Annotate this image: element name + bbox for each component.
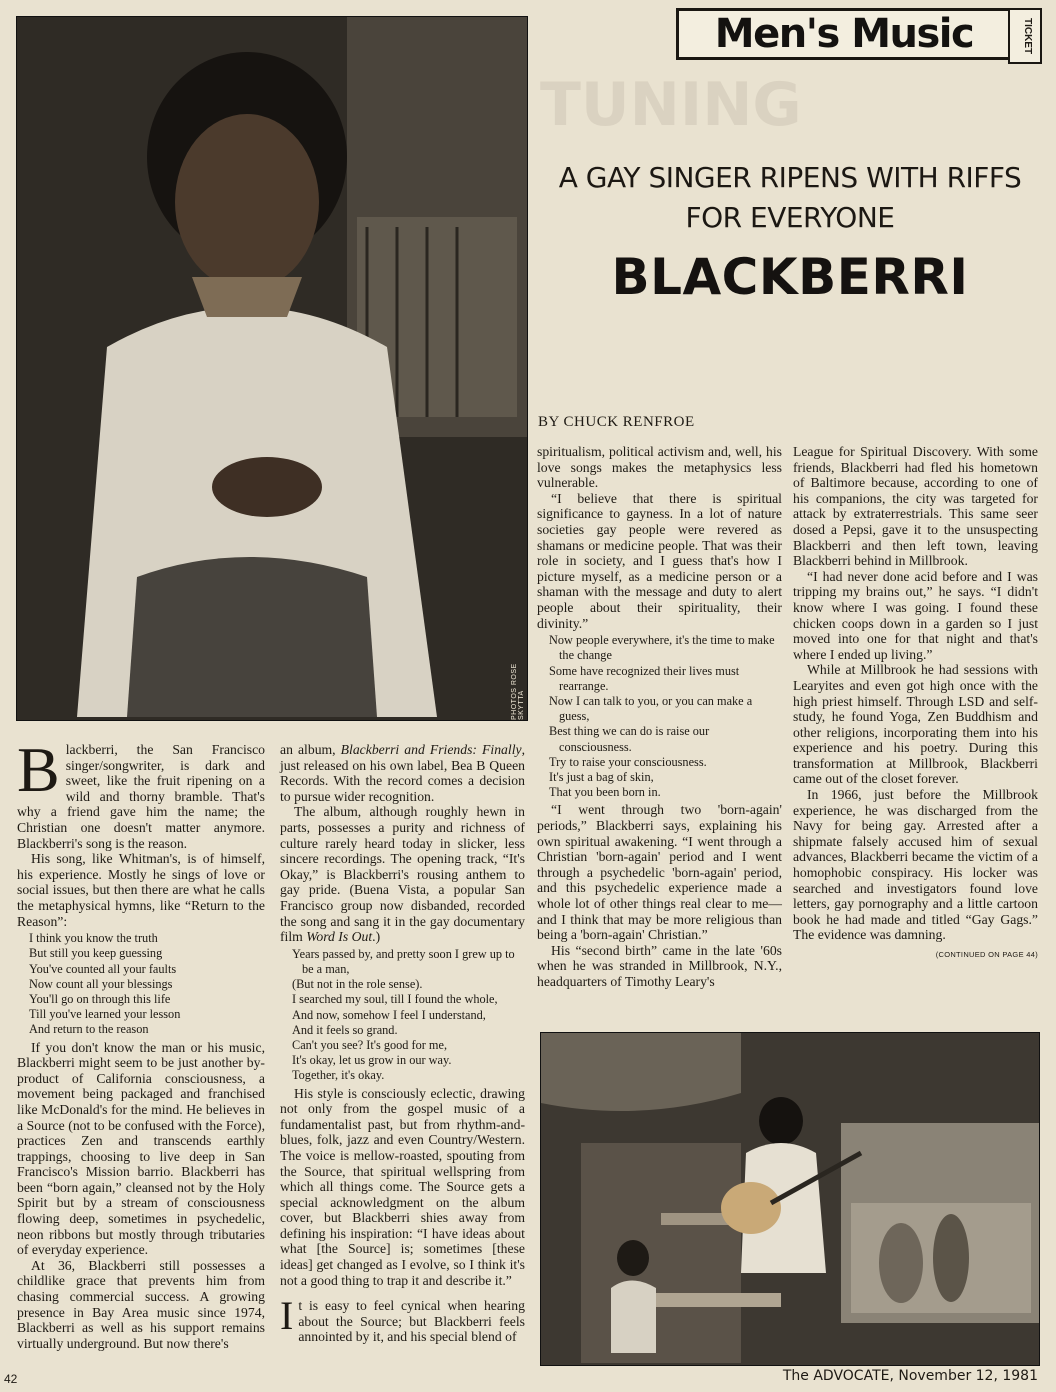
article-paragraph: His “second birth” came in the late '60s when he was stranded in Millbrook, N.Y., headquarters of Timothy Leary's	[537, 942, 782, 989]
lyric-line: Now count all your blessings	[29, 976, 173, 991]
lyric-line: That you been born in.	[549, 785, 661, 800]
drop-cap: B	[17, 734, 60, 805]
section-tag: TICKET	[1008, 8, 1042, 64]
article-column-4	[793, 444, 1038, 963]
article-paragraph: His style is consciously eclectic, drawing not only from the gospel music of a fundamentalist past, but from rhythm-and-blues, folk, jazz and even Country/Western. The voice is mellow-roasted, spouting from the Source, that spiritual wellspring from which all things come. The Source gets a special acknowledgment on the album cover, but Blackberri shies away from defining his inspiration: “I have ideas about what [the Source] is; sometimes [these ideas] get changed as I evolve, so I think it's not a good thing to trap it and describe it.”	[280, 1085, 525, 1288]
article-paragraph: an album, Blackberri and Friends: Finally, just released on his own label, Bea B Queen Records. With the record comes a decision to pursue wider recognition.	[280, 742, 525, 804]
lyric-line: Try to raise your consciousness.	[549, 754, 707, 769]
article-paragraph: The album, although roughly hewn in parts, possesses a purity and richness of culture rarely heard today in slicker, less sincere recordings. The opening track, “It's Okay,” is Blackberri's rousing anthem to gay pride. (Buena Vista, a popular San Francisco group now disbanded, recorded the song and sang it in the gay documentary film Word Is Out.)	[280, 804, 525, 945]
lyric-line: And return to the reason	[29, 1022, 149, 1037]
article-column-2	[280, 742, 525, 1345]
lyric-line: You've counted all your faults	[29, 961, 177, 976]
article-column-1	[17, 734, 265, 1351]
portrait-illustration	[17, 17, 527, 720]
lyric-line: Till you've learned your lesson	[29, 1007, 181, 1022]
portrait-photo	[16, 16, 528, 721]
article-paragraph: At 36, Blackberri still possesses a childlike grace that prevents him from chasing commercial success. A growing presence in Bay Area music since 1974, Blackberri as well as his support remains virtually underground. But now there's	[17, 1257, 265, 1351]
lyric-line: Can't you see? It's good for me,	[292, 1037, 448, 1052]
deck-line-1: A GAY SINGER RIPENS WITH RIFFS	[558, 161, 1022, 194]
lyric-line: Now I can talk to you, or you can make a guess,	[549, 693, 753, 724]
article-paragraph: spiritualism, political activism and, well, his love songs makes the metaphysics less vulnerable.	[537, 444, 782, 491]
article-paragraph: “I believe that there is spiritual significance to gayness. In a lot of nature societies gay people were revered as shamans or medicine people. That was their role in society, and I guess that's how I picture myself, as a medicine person or a shaman with the message and duty to alert people about their spirituality, their divinity.”	[537, 490, 782, 631]
article-column-3	[537, 444, 782, 989]
guitar-scene-illustration	[541, 1033, 1039, 1365]
section-header	[676, 8, 1012, 60]
album-title: Blackberri and Friends: Finally	[340, 742, 522, 757]
lyric-line: I think you know the truth	[29, 931, 158, 946]
article-paragraph: It is easy to feel cynical when hearing about the Source; but Blackberri feels annointed by it, and his special blend of	[280, 1293, 525, 1345]
article-paragraph: In 1966, just before the Millbrook experience, he was discharged from the Navy for being gay. Arrested after a shipmate falsely accused him of sexual advances, Blackberri became the victim of a homophobic conspiracy. His locker was searched and investigators found love letters, gay pornography and a little cartoon book he had made and titled “Gay Gags.” The evidence was damning.	[793, 787, 1038, 943]
publication-footer: The ADVOCATE, November 12, 1981	[782, 1368, 1038, 1384]
lyric-line: It's just a bag of skin,	[549, 769, 654, 784]
lyrics-block	[292, 947, 525, 1084]
headline-deck	[540, 158, 1040, 238]
article-paragraph: League for Spiritual Discovery. With some friends, Blackberri had fled his hometown of Baltimore because, according to one of his companions, the city was targeted for attack by extraterrestrials. This same seer dosed a Pepsi, gave it to the unsuspecting Blackberri and then left town, leaving Blackberri behind in Millbrook.	[793, 444, 1038, 569]
lyric-line: Best thing we can do is raise our consciousness.	[549, 724, 710, 754]
drop-cap: I	[280, 1293, 294, 1339]
article-paragraph: While at Millbrook he had sessions with Learyites and even got high once with the high priest himself. Through LSD and self-study, he found Yoga, Zen Buddhism and other religions, incorporating them into his experience and his poetry. During this transformation at Millbrook, Blackberri came out of the closet forever.	[793, 662, 1038, 787]
article-paragraph: Blackberri, the San Francisco singer/songwriter, is dark and sweet, like the fruit ripening on a wild and thorny bramble. That's why a friend gave him the name; the Christian one doesn't matter anymore. Blackberri's song is the reason.	[17, 734, 265, 851]
lyric-line: But still you keep guessing	[29, 946, 163, 961]
headline: BLACKBERRI	[611, 248, 969, 306]
article-paragraph: If you don't know the man or his music, Blackberri might seem to be just another by-product of California consciousness, a movement being packaged and franchised like McDonald's for the mind. He believes in a Source (not to be confused with the Force), practices Zen and transcends earthly trappings, choosing to live deep in San Francisco's Mission barrio. Blackberri has been “born again,” cleansed not by the Holy Spirit but by a stream of consciousness flowing deep, sometimes in psychedelic, neon ribbons but mostly through tributaries of everyday experience.	[17, 1039, 265, 1258]
lyric-line: I searched my soul, till I found the whole,	[292, 992, 498, 1007]
page-number: 42	[4, 1372, 18, 1386]
lyric-line: Some have recognized their lives must rearrange.	[549, 663, 740, 693]
lyric-line: You'll go on through this life	[29, 991, 171, 1006]
background-ghost-headline: TUNING	[540, 70, 802, 140]
lyric-line: Now people everywhere, it's the time to make the change	[549, 633, 775, 663]
continued-notice: (CONTINUED ON PAGE 44)	[935, 950, 1038, 959]
article-paragraph: “I went through two 'born-again' periods,” Blackberri says, explaining his own spiritual awakening. “I went through a Christian 'born-again' period and I went through a psychedelic 'born-again' period, and this psychedelic experience made a whole lot of other things real clear to me—and I think that may be more religious than being a 'born-again' Christian.”	[537, 802, 782, 943]
section-title: Men's Music	[714, 11, 974, 57]
article-paragraph: His song, like Whitman's, is of himself, his experience. Mostly he sings of love or social issues, but then there are what he calls the metaphysical hymns, like “Return to the Reason”:	[17, 851, 265, 929]
lyric-line: Together, it's okay.	[292, 1068, 385, 1083]
article-paragraph: “I had never done acid before and I was tripping my brains out,” he says. “I didn't know where I was going. I found these chicken coops down in a garden so I just moved into one for that night and that's where I ended up living.”	[793, 568, 1038, 662]
lyric-line: It's okay, let us grow in our way.	[292, 1053, 452, 1068]
lyric-line: And it feels so grand.	[292, 1022, 398, 1037]
guitar-photo	[540, 1032, 1040, 1366]
film-title: Word Is Out	[306, 929, 373, 945]
lyric-line: And now, somehow I feel I understand,	[292, 1007, 486, 1022]
lyrics-block	[549, 633, 782, 800]
deck-line-2: FOR EVERYONE	[685, 201, 895, 234]
photo-credit: PHOTOS ROSE SKYTTA	[511, 663, 525, 720]
lyrics-block	[29, 931, 265, 1037]
byline: BY CHUCK RENFROE	[538, 414, 695, 430]
lyric-line: Years passed by, and pretty soon I grew up to be a man,	[292, 946, 515, 976]
lyric-line: (But not in the role sense).	[292, 977, 423, 992]
